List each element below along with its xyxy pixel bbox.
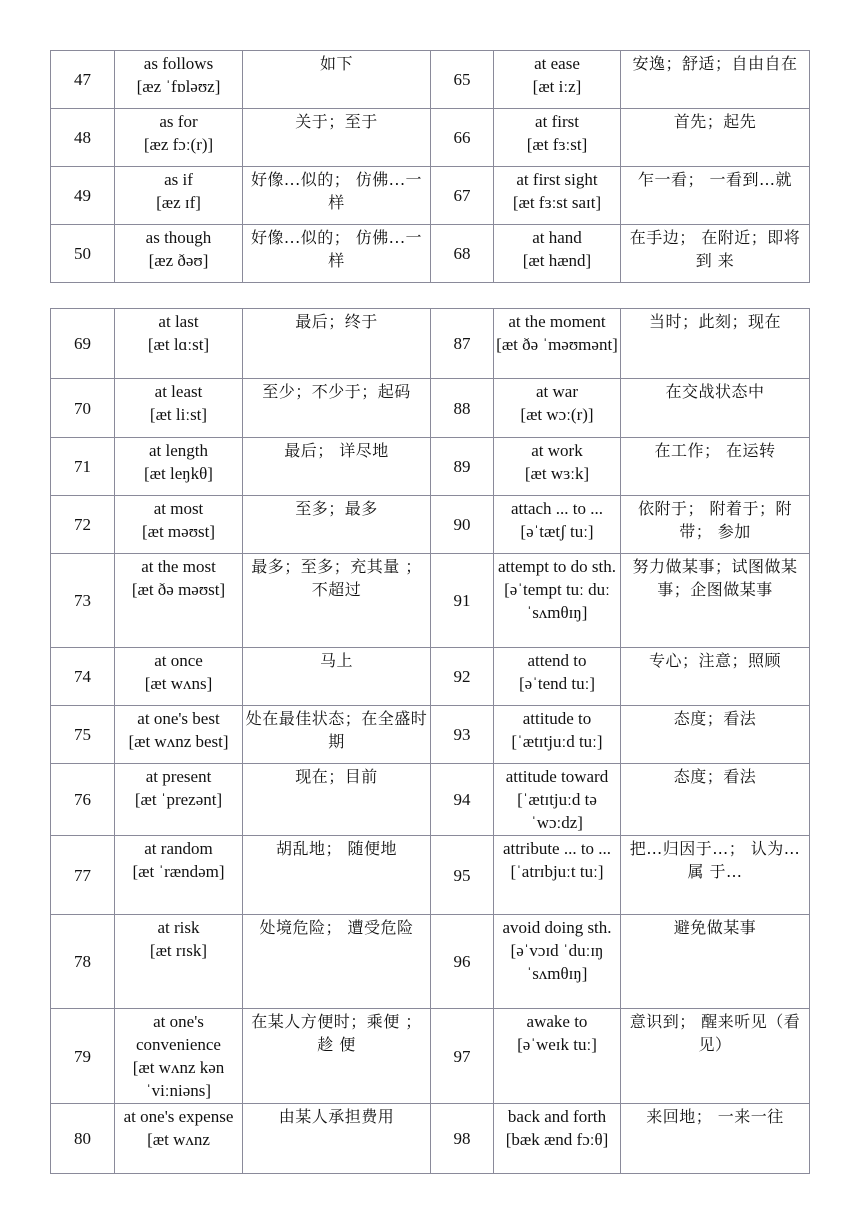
phonetic-text: [æt wʌnz best]	[128, 732, 229, 751]
entry-number: 89	[431, 438, 494, 496]
phrase-text: at one's expense	[123, 1107, 234, 1126]
entry-number: 71	[51, 438, 115, 496]
table-row	[51, 167, 810, 225]
entry-number: 72	[51, 496, 115, 554]
phrase-text: at first sight	[516, 170, 598, 189]
phonetic-text: [æt leŋkθ]	[144, 464, 213, 483]
entry-phrase	[494, 648, 621, 706]
entry-phrase	[494, 309, 621, 379]
phonetic-text: [ˈætɪtjuːd təˈwɔːdz]	[517, 790, 597, 832]
entry-meaning: 最后；终于	[243, 309, 431, 379]
entry-number: 50	[51, 225, 115, 283]
entry-number: 94	[431, 764, 494, 836]
phrase-text: attempt to do sth.	[497, 557, 617, 576]
phonetic-text: [æz ɪf]	[156, 193, 201, 212]
phrase-text: at least	[154, 382, 203, 401]
phonetic-text: [æt liːst]	[149, 405, 208, 424]
entry-phrase	[494, 764, 621, 836]
table-row	[51, 706, 810, 764]
phonetic-text: [æt ðə məʊst]	[131, 580, 226, 599]
phonetic-text: [ˈætɪtjuːd tuː]	[511, 732, 603, 751]
table-row	[51, 836, 810, 915]
phonetic-text: [æt wʌnz	[147, 1130, 210, 1149]
entry-number: 47	[51, 51, 115, 109]
phonetic-text: [æz ˈfɒləʊz]	[136, 77, 221, 96]
phrase-text: at last	[158, 312, 199, 331]
entry-phrase	[115, 836, 243, 915]
table-row	[51, 438, 810, 496]
entry-phrase	[494, 496, 621, 554]
phrase-text: at present	[145, 767, 212, 786]
entry-meaning: 乍一看； 一看到…就	[621, 167, 810, 225]
entry-meaning: 至多；最多	[243, 496, 431, 554]
entry-meaning: 如下	[243, 51, 431, 109]
entry-meaning: 在手边； 在附近；即将到 来	[621, 225, 810, 283]
entry-number: 49	[51, 167, 115, 225]
entry-number: 96	[431, 915, 494, 1009]
table-row	[51, 648, 810, 706]
phrase-text: attribute ... to ...	[502, 839, 612, 858]
phrase-text: as if	[164, 170, 193, 189]
entry-phrase	[494, 51, 621, 109]
entry-meaning: 把…归因于…； 认为…属 于…	[621, 836, 810, 915]
entry-meaning: 由某人承担费用	[243, 1104, 431, 1174]
phonetic-text: [æz ðəʊ]	[148, 251, 209, 270]
vocab-table-2	[50, 308, 810, 1174]
phonetic-text: [æt məʊst]	[141, 522, 216, 541]
entry-number: 79	[51, 1009, 115, 1104]
entry-number: 69	[51, 309, 115, 379]
table-row	[51, 1104, 810, 1174]
phrase-text: as follows	[143, 54, 214, 73]
table-row	[51, 496, 810, 554]
entry-phrase	[494, 836, 621, 915]
phrase-text: attitude to	[522, 709, 592, 728]
phrase-text: back and forth	[507, 1107, 607, 1126]
entry-phrase	[115, 915, 243, 1009]
entry-number: 93	[431, 706, 494, 764]
table-row	[51, 225, 810, 283]
phrase-text: at the most	[141, 557, 216, 576]
phrase-text: at one's best	[137, 709, 220, 728]
entry-number: 88	[431, 379, 494, 438]
entry-meaning: 好像...似的； 仿佛...一样	[243, 167, 431, 225]
entry-meaning: 依附于； 附着于；附带； 参加	[621, 496, 810, 554]
phrase-text: at hand	[532, 228, 582, 247]
entry-phrase	[494, 225, 621, 283]
entry-meaning: 意识到； 醒来听见（看见）	[621, 1009, 810, 1104]
entry-number: 90	[431, 496, 494, 554]
table-row	[51, 51, 810, 109]
table-row	[51, 554, 810, 648]
entry-phrase	[115, 167, 243, 225]
entry-meaning: 来回地； 一来一往	[621, 1104, 810, 1174]
phonetic-text: [əˈtempt tuː duː ˈsʌmθɪŋ]	[504, 580, 610, 622]
table-row	[51, 309, 810, 379]
phonetic-text: [æt wɜːk]	[524, 464, 590, 483]
entry-meaning: 安逸；舒适；自由自在	[621, 51, 810, 109]
phrase-text: attend to	[527, 651, 587, 670]
entry-meaning: 在工作； 在运转	[621, 438, 810, 496]
entry-phrase	[115, 1104, 243, 1174]
entry-number: 68	[431, 225, 494, 283]
entry-phrase	[115, 225, 243, 283]
table-row	[51, 1009, 810, 1104]
phonetic-text: [æt ˈrændəm]	[132, 862, 225, 881]
entry-phrase	[115, 764, 243, 836]
table-row	[51, 764, 810, 836]
phrase-text: awake to	[526, 1012, 588, 1031]
entry-phrase	[494, 554, 621, 648]
entry-phrase	[494, 915, 621, 1009]
entry-meaning: 专心；注意；照顾	[621, 648, 810, 706]
entry-number: 95	[431, 836, 494, 915]
entry-number: 87	[431, 309, 494, 379]
entry-phrase	[115, 554, 243, 648]
phrase-text: at once	[154, 651, 203, 670]
entry-phrase	[115, 496, 243, 554]
entry-meaning: 胡乱地； 随便地	[243, 836, 431, 915]
phonetic-text: [æt ðə ˈməʊmənt]	[496, 335, 618, 354]
entry-number: 48	[51, 109, 115, 167]
phonetic-text: [æt wʌnz kənˈviːniəns]	[132, 1058, 225, 1100]
entry-number: 78	[51, 915, 115, 1009]
entry-phrase	[494, 438, 621, 496]
entry-meaning: 在交战状态中	[621, 379, 810, 438]
entry-phrase	[115, 438, 243, 496]
phrase-text: at one's convenience	[136, 1012, 221, 1054]
phonetic-text: [əˈtætʃ tuː]	[520, 522, 594, 541]
entry-number: 77	[51, 836, 115, 915]
phonetic-text: [æt fɜːst saɪt]	[512, 193, 602, 212]
table-row	[51, 109, 810, 167]
entry-meaning: 态度；看法	[621, 764, 810, 836]
phrase-text: at length	[148, 441, 208, 460]
phrase-text: at war	[535, 382, 578, 401]
table-row	[51, 915, 810, 1009]
entry-phrase	[115, 51, 243, 109]
entry-phrase	[115, 706, 243, 764]
phonetic-text: [əˈweɪk tuː]	[517, 1035, 597, 1054]
phonetic-text: [æt lɑːst]	[147, 335, 210, 354]
entry-meaning: 马上	[243, 648, 431, 706]
entry-number: 80	[51, 1104, 115, 1174]
entry-number: 91	[431, 554, 494, 648]
phonetic-text: [əˈvɔɪd ˈduːɪŋ ˈsʌmθɪŋ]	[510, 941, 604, 983]
entry-phrase	[115, 379, 243, 438]
entry-meaning: 处境危险； 遭受危险	[243, 915, 431, 1009]
phrase-text: at risk	[157, 918, 200, 937]
entry-phrase	[115, 1009, 243, 1104]
phonetic-text: [əˈtend tuː]	[519, 674, 595, 693]
entry-number: 92	[431, 648, 494, 706]
phrase-text: at random	[144, 839, 213, 858]
entry-meaning: 态度；看法	[621, 706, 810, 764]
table-row	[51, 379, 810, 438]
phonetic-text: [æz fɔː(r)]	[143, 135, 214, 154]
entry-meaning: 最后； 详尽地	[243, 438, 431, 496]
entry-meaning: 好像...似的； 仿佛...一样	[243, 225, 431, 283]
entry-phrase	[494, 167, 621, 225]
entry-number: 67	[431, 167, 494, 225]
phonetic-text: [æt wʌns]	[144, 674, 213, 693]
entry-phrase	[115, 648, 243, 706]
entry-meaning: 最多；至多；充其量 ； 不超过	[243, 554, 431, 648]
phonetic-text: [æt hænd]	[522, 251, 592, 270]
entry-meaning: 现在；目前	[243, 764, 431, 836]
entry-number: 66	[431, 109, 494, 167]
entry-number: 65	[431, 51, 494, 109]
entry-meaning: 努力做某事；试图做某 事；企图做某事	[621, 554, 810, 648]
entry-number: 74	[51, 648, 115, 706]
entry-phrase	[115, 109, 243, 167]
phonetic-text: [æt iːz]	[532, 77, 582, 96]
phrase-text: at ease	[534, 54, 580, 73]
phrase-text: avoid doing sth.	[502, 918, 612, 937]
phrase-text: at most	[153, 499, 204, 518]
vocab-table-1	[50, 50, 810, 283]
phrase-text: at first	[535, 112, 579, 131]
entry-number: 75	[51, 706, 115, 764]
phonetic-text: [æt rɪsk]	[149, 941, 208, 960]
phonetic-text: [ˈatrɪbjuːt tuː]	[510, 862, 604, 881]
entry-number: 97	[431, 1009, 494, 1104]
phonetic-text: [æt wɔː(r)]	[520, 405, 594, 424]
phrase-text: attach ... to ...	[510, 499, 604, 518]
entry-meaning: 至少；不少于；起码	[243, 379, 431, 438]
entry-phrase	[494, 706, 621, 764]
entry-meaning: 首先；起先	[621, 109, 810, 167]
phonetic-text: [æt fɜːst]	[526, 135, 588, 154]
entry-meaning: 避免做某事	[621, 915, 810, 1009]
phrase-text: at work	[531, 441, 583, 460]
entry-phrase	[494, 1009, 621, 1104]
entry-meaning: 在某人方便时；乘便 ；趁 便	[243, 1009, 431, 1104]
phrase-text: attitude toward	[505, 767, 609, 786]
phrase-text: as for	[159, 112, 198, 131]
entry-meaning: 处在最佳状态；在全盛时 期	[243, 706, 431, 764]
entry-phrase	[494, 109, 621, 167]
entry-phrase	[494, 379, 621, 438]
phrase-text: as though	[145, 228, 212, 247]
entry-number: 73	[51, 554, 115, 648]
entry-number: 70	[51, 379, 115, 438]
phonetic-text: [bæk ænd fɔːθ]	[505, 1130, 609, 1149]
entry-meaning: 当时；此刻；现在	[621, 309, 810, 379]
entry-number: 76	[51, 764, 115, 836]
entry-meaning: 关于；至于	[243, 109, 431, 167]
phrase-text: at the moment	[508, 312, 606, 331]
entry-phrase	[115, 309, 243, 379]
phonetic-text: [æt ˈprezənt]	[134, 790, 223, 809]
entry-phrase	[494, 1104, 621, 1174]
entry-number: 98	[431, 1104, 494, 1174]
